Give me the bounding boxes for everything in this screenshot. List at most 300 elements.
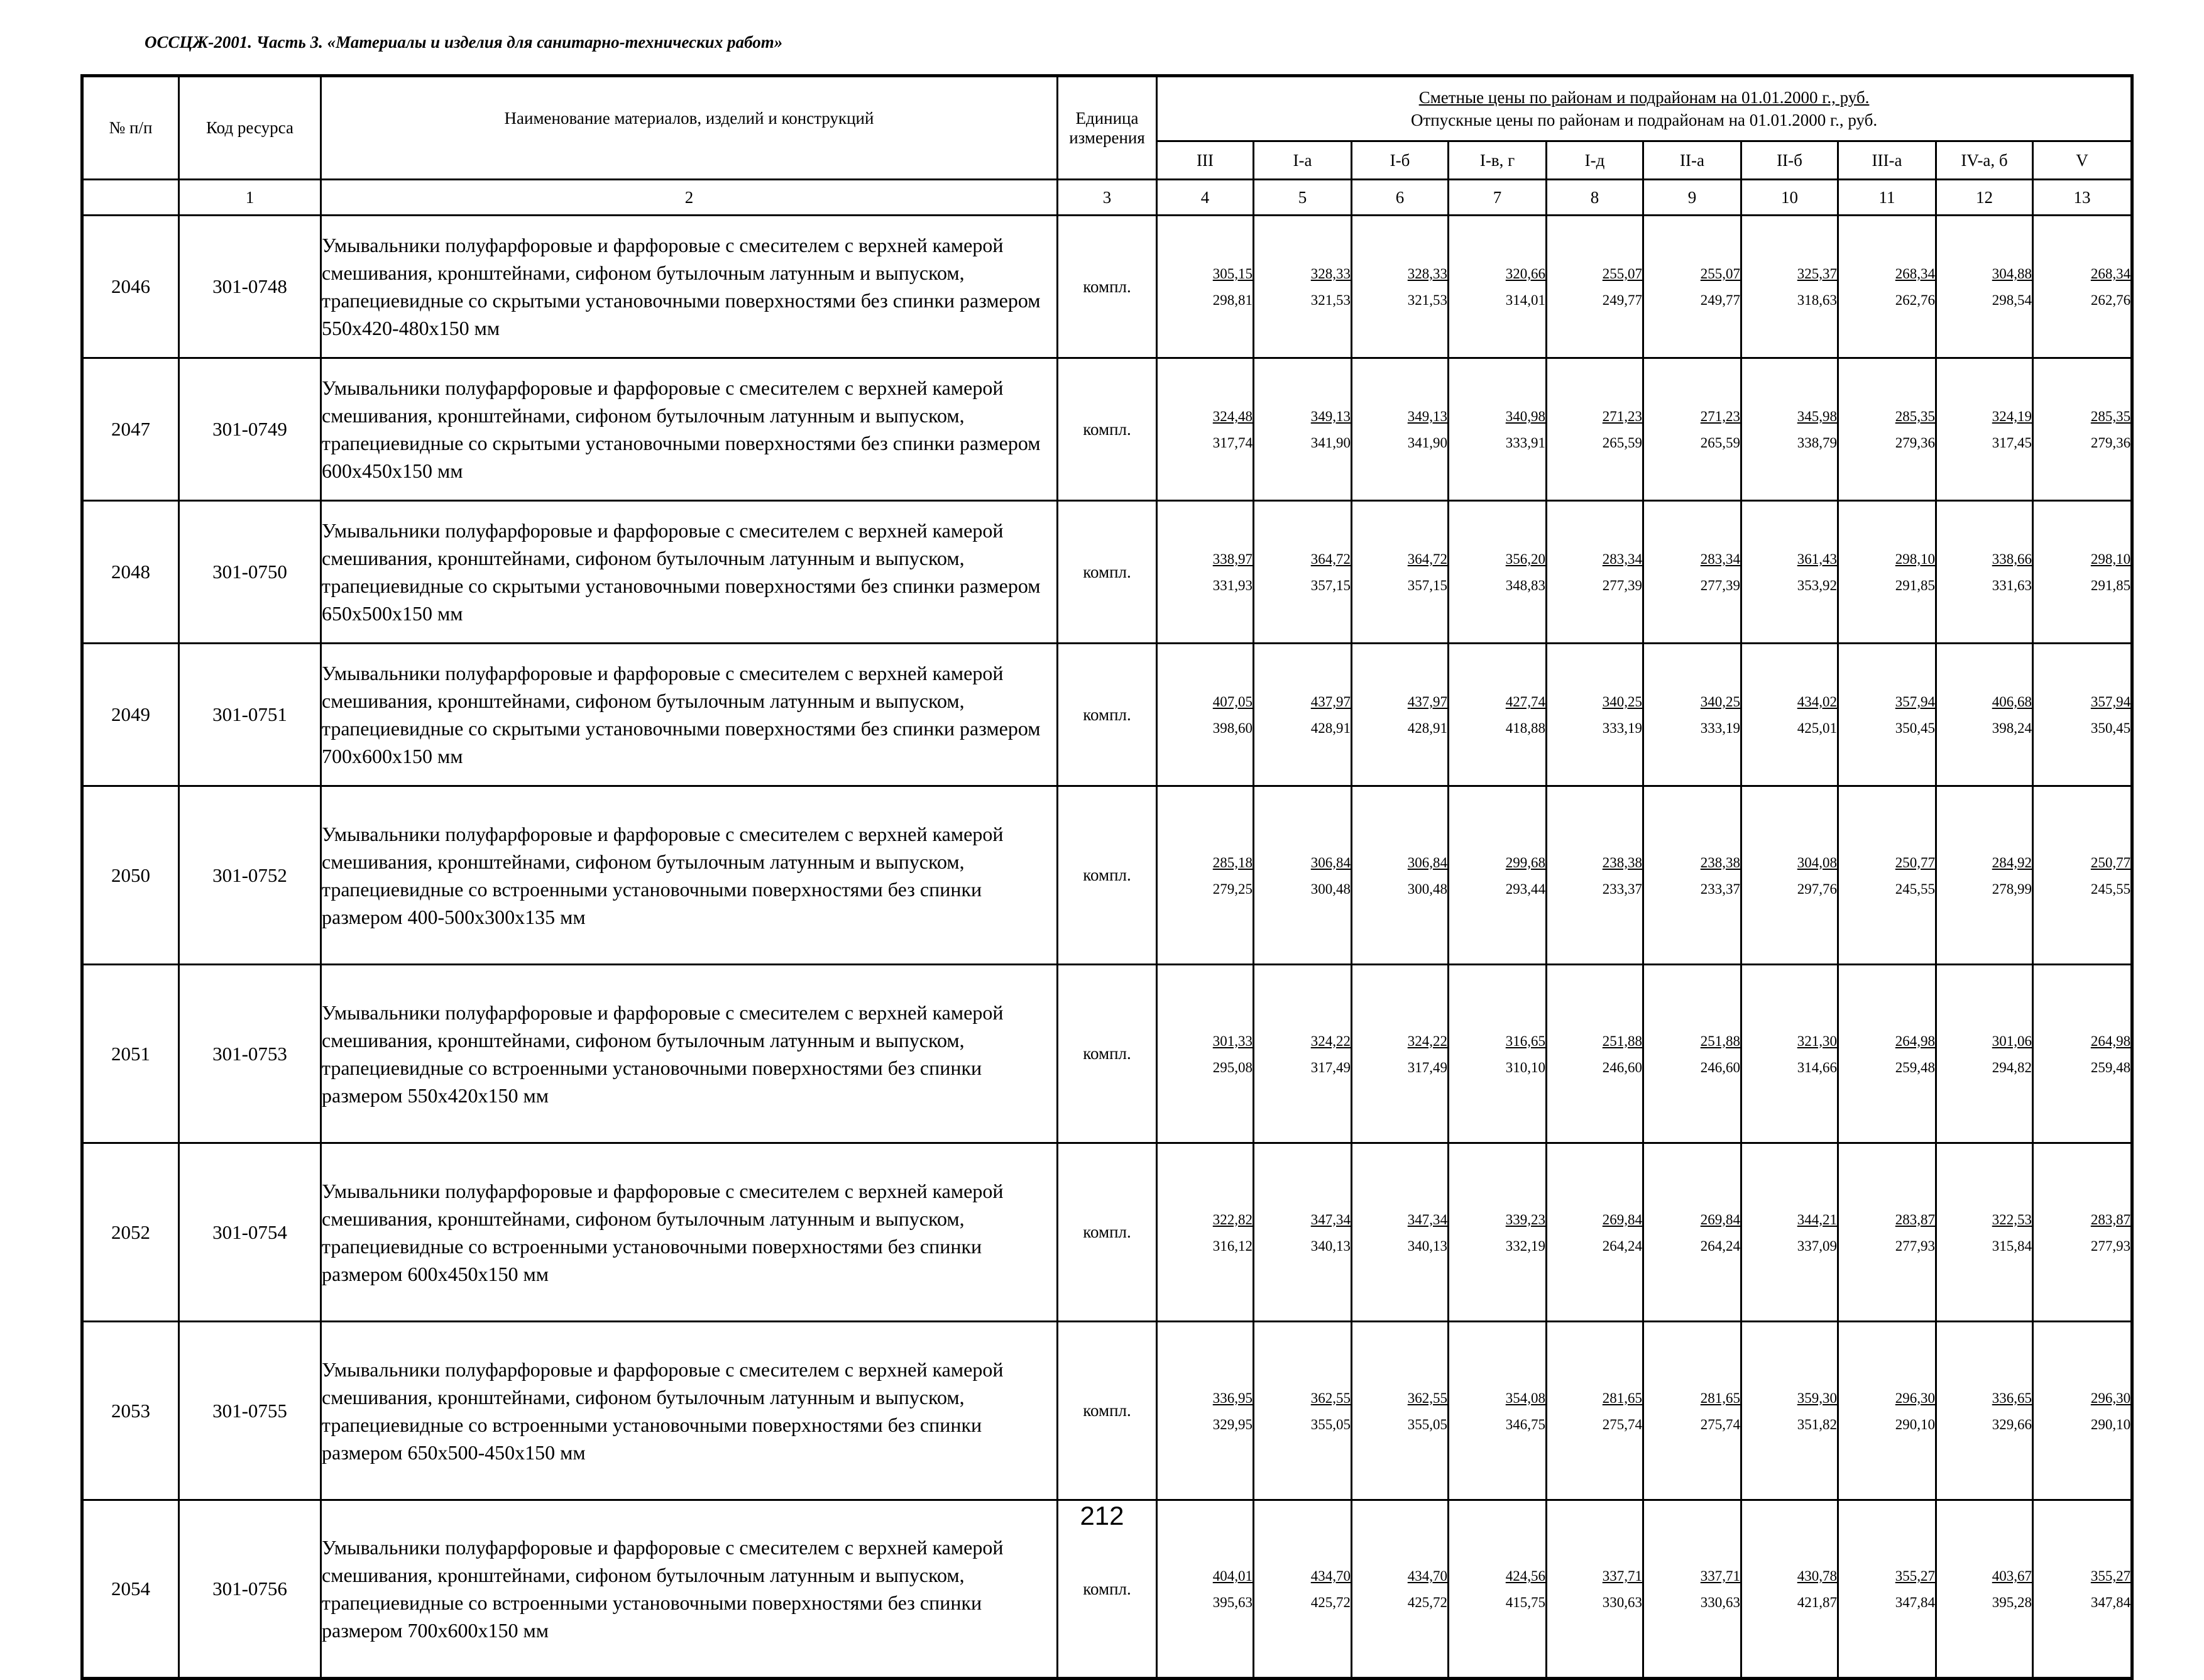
price-cell <box>1838 501 1936 644</box>
price-cell <box>1643 501 1741 644</box>
estimate-price: 324,19 <box>1992 409 2032 424</box>
release-price: 321,53 <box>1310 292 1351 308</box>
release-price: 291,85 <box>1895 578 1935 593</box>
price-cell <box>1449 501 1547 644</box>
material-name: Умывальники полуфарфоровые и фарфоровые с смесителем с верхней камерой смешивания, кронштейнами, сифоном бутылочным латунным и выпуском, трапециевидные со скрытыми установочными поверхностями без спинки размером 700x600x150 мм <box>321 644 1058 786</box>
release-price: 333,19 <box>1602 720 1642 736</box>
price-cell <box>1352 965 1449 1143</box>
price-cell <box>1838 1322 1936 1500</box>
price-cell <box>1838 216 1936 358</box>
estimate-price: 437,97 <box>1310 694 1351 710</box>
estimate-price: 269,84 <box>1602 1211 1642 1227</box>
estimate-price: 434,02 <box>1797 694 1837 710</box>
release-price: 425,72 <box>1310 1595 1351 1610</box>
release-price: 421,87 <box>1797 1595 1837 1610</box>
estimate-price: 285,35 <box>1895 409 1935 424</box>
estimate-price: 434,70 <box>1407 1568 1447 1584</box>
price-cell <box>1547 1322 1643 1500</box>
header-index: № п/п <box>82 76 179 180</box>
release-price: 330,63 <box>1602 1595 1642 1610</box>
release-price: 332,19 <box>1505 1238 1545 1254</box>
price-cell <box>1741 1322 1838 1500</box>
unit-of-measure: компл. <box>1058 965 1157 1143</box>
column-number: 8 <box>1547 180 1643 216</box>
estimate-price: 336,95 <box>1212 1390 1253 1406</box>
estimate-price: 359,30 <box>1797 1390 1837 1406</box>
estimate-price: 268,34 <box>1895 266 1935 282</box>
column-number-blank <box>82 180 179 216</box>
price-cell <box>1838 644 1936 786</box>
material-name: Умывальники полуфарфоровые и фарфоровые с смесителем с верхней камерой смешивания, кронштейнами, сифоном бутылочным латунным и выпуском, трапециевидные со скрытыми установочными поверхностями без спинки размером 600x450x150 мм <box>321 358 1058 501</box>
estimate-price: 434,70 <box>1310 1568 1351 1584</box>
price-cell <box>1352 216 1449 358</box>
unit-of-measure: компл. <box>1058 501 1157 644</box>
column-number: 11 <box>1838 180 1936 216</box>
release-price: 337,09 <box>1797 1238 1837 1254</box>
release-price: 291,85 <box>2090 578 2131 593</box>
estimate-price: 285,35 <box>2090 409 2131 424</box>
estimate-price: 281,65 <box>1602 1390 1642 1406</box>
release-price: 295,08 <box>1212 1059 1253 1075</box>
release-price: 340,13 <box>1310 1238 1351 1254</box>
release-price: 262,76 <box>2090 292 2131 308</box>
estimate-price: 255,07 <box>1700 266 1740 282</box>
release-price: 333,19 <box>1700 720 1740 736</box>
release-price: 317,45 <box>1992 435 2032 451</box>
column-number: 13 <box>2033 180 2132 216</box>
price-cell <box>1741 216 1838 358</box>
material-name: Умывальники полуфарфоровые и фарфоровые с смесителем с верхней камерой смешивания, кронштейнами, сифоном бутылочным латунным и выпуском, трапециевидные со встроенными установочными поверхностями без спинки размером 650x500-450x150 мм <box>321 1322 1058 1500</box>
estimate-price: 328,33 <box>1310 266 1351 282</box>
price-cell <box>1547 358 1643 501</box>
release-price: 245,55 <box>1895 881 1935 897</box>
release-price: 398,24 <box>1992 720 2032 736</box>
estimate-price: 345,98 <box>1797 409 1837 424</box>
release-price: 245,55 <box>2090 881 2131 897</box>
release-price: 249,77 <box>1602 292 1642 308</box>
price-cell <box>1547 644 1643 786</box>
price-cell <box>2033 644 2132 786</box>
estimate-price: 325,37 <box>1797 266 1837 282</box>
release-price: 350,45 <box>2090 720 2131 736</box>
table-row <box>82 501 2132 644</box>
release-price: 341,90 <box>1310 435 1351 451</box>
price-cell <box>1157 501 1254 644</box>
row-index: 2052 <box>82 1143 179 1322</box>
release-price: 277,39 <box>1700 578 1740 593</box>
release-price: 350,45 <box>1895 720 1935 736</box>
estimate-price: 296,30 <box>2090 1390 2131 1406</box>
release-price: 353,92 <box>1797 578 1837 593</box>
estimate-price: 427,74 <box>1505 694 1545 710</box>
estimate-price: 349,13 <box>1310 409 1351 424</box>
price-cell <box>1547 786 1643 965</box>
price-cell <box>1741 786 1838 965</box>
estimate-price: 406,68 <box>1992 694 2032 710</box>
release-price: 298,81 <box>1212 292 1253 308</box>
price-cell <box>2033 1143 2132 1322</box>
table-row <box>82 786 2132 965</box>
release-price: 290,10 <box>2090 1416 2131 1432</box>
region-header: I-б <box>1352 141 1449 180</box>
price-cell <box>1157 1322 1254 1500</box>
price-cell <box>1352 358 1449 501</box>
region-header: III-а <box>1838 141 1936 180</box>
estimate-price: 337,71 <box>1700 1568 1740 1584</box>
estimate-price: 298,10 <box>1895 551 1935 567</box>
region-header: IV-а, б <box>1936 141 2033 180</box>
price-cell <box>1157 358 1254 501</box>
estimate-price: 355,27 <box>1895 1568 1935 1584</box>
price-cell <box>1157 644 1254 786</box>
price-cell <box>1254 644 1352 786</box>
release-price: 338,79 <box>1797 435 1837 451</box>
estimate-price: 271,23 <box>1602 409 1642 424</box>
material-name: Умывальники полуфарфоровые и фарфоровые с смесителем с верхней камерой смешивания, кронштейнами, сифоном бутылочным латунным и выпуском, трапециевидные со скрытыми установочными поверхностями без спинки размером 650x500x150 мм <box>321 501 1058 644</box>
price-cell <box>1449 358 1547 501</box>
estimate-price: 361,43 <box>1797 551 1837 567</box>
price-cell <box>1352 1143 1449 1322</box>
header-prices-release: Отпускные цены по районам и подрайонам на 01.01.2000 г., руб. <box>1410 111 1878 129</box>
release-price: 259,48 <box>1895 1059 1935 1075</box>
release-price: 315,84 <box>1992 1238 2032 1254</box>
price-cell <box>1157 1143 1254 1322</box>
price-cell <box>1254 786 1352 965</box>
estimate-price: 299,68 <box>1505 854 1545 870</box>
column-number: 4 <box>1157 180 1254 216</box>
price-cell <box>1936 216 2033 358</box>
release-price: 346,75 <box>1505 1416 1545 1432</box>
header-prices-estimate: Сметные цены по районам и подрайонам на 01.01.2000 г., руб. <box>1418 88 1870 107</box>
estimate-price: 356,20 <box>1505 551 1545 567</box>
unit-of-measure: компл. <box>1058 644 1157 786</box>
release-price: 351,82 <box>1797 1416 1837 1432</box>
price-cell <box>1157 216 1254 358</box>
estimate-price: 340,25 <box>1602 694 1642 710</box>
release-price: 259,48 <box>2090 1059 2131 1075</box>
estimate-price: 264,98 <box>2090 1033 2131 1049</box>
price-cell <box>1741 965 1838 1143</box>
price-cell <box>2033 1322 2132 1500</box>
price-cell <box>1936 358 2033 501</box>
price-cell <box>1547 965 1643 1143</box>
release-price: 341,90 <box>1407 435 1447 451</box>
price-cell <box>1352 1322 1449 1500</box>
column-number: 7 <box>1449 180 1547 216</box>
release-price: 294,82 <box>1992 1059 2032 1075</box>
price-cell <box>2033 358 2132 501</box>
price-cell <box>1254 501 1352 644</box>
estimate-price: 238,38 <box>1602 854 1642 870</box>
region-header: V <box>2033 141 2132 180</box>
estimate-price: 347,34 <box>1407 1211 1447 1227</box>
estimate-price: 337,71 <box>1602 1568 1642 1584</box>
release-price: 418,88 <box>1505 720 1545 736</box>
material-name: Умывальники полуфарфоровые и фарфоровые с смесителем с верхней камерой смешивания, кронштейнами, сифоном бутылочным латунным и выпуском, трапециевидные со скрытыми установочными поверхностями без спинки размером 550x420-480x150 мм <box>321 216 1058 358</box>
column-number: 10 <box>1741 180 1838 216</box>
estimate-price: 296,30 <box>1895 1390 1935 1406</box>
release-price: 265,59 <box>1700 435 1740 451</box>
price-cell <box>1449 1322 1547 1500</box>
estimate-price: 322,53 <box>1992 1211 2032 1227</box>
document-header: ОССЦЖ-2001. Часть 3. «Материалы и изделия для санитарно-технических работ» <box>145 33 783 52</box>
table-row <box>82 358 2132 501</box>
release-price: 395,63 <box>1212 1595 1253 1610</box>
estimate-price: 403,67 <box>1992 1568 2032 1584</box>
release-price: 314,66 <box>1797 1059 1837 1075</box>
row-index: 2047 <box>82 358 179 501</box>
estimate-price: 301,06 <box>1992 1033 2032 1049</box>
release-price: 428,91 <box>1310 720 1351 736</box>
estimate-price: 283,87 <box>2090 1211 2131 1227</box>
estimate-price: 338,97 <box>1212 551 1253 567</box>
row-index: 2054 <box>82 1500 179 1679</box>
release-price: 428,91 <box>1407 720 1447 736</box>
column-number: 6 <box>1352 180 1449 216</box>
table-row <box>82 644 2132 786</box>
release-price: 318,63 <box>1797 292 1837 308</box>
release-price: 277,93 <box>1895 1238 1935 1254</box>
unit-of-measure: компл. <box>1058 358 1157 501</box>
estimate-price: 306,84 <box>1310 854 1351 870</box>
price-cell <box>1838 1143 1936 1322</box>
estimate-price: 306,84 <box>1407 854 1447 870</box>
estimate-price: 324,22 <box>1407 1033 1447 1049</box>
release-price: 425,72 <box>1407 1595 1447 1610</box>
release-price: 300,48 <box>1310 881 1351 897</box>
estimate-price: 349,13 <box>1407 409 1447 424</box>
price-cell <box>1643 965 1741 1143</box>
price-cell <box>1352 644 1449 786</box>
price-cell <box>1254 216 1352 358</box>
release-price: 331,63 <box>1992 578 2032 593</box>
column-number: 9 <box>1643 180 1741 216</box>
release-price: 317,49 <box>1310 1059 1351 1075</box>
estimate-price: 340,98 <box>1505 409 1545 424</box>
release-price: 425,01 <box>1797 720 1837 736</box>
price-cell <box>1643 216 1741 358</box>
release-price: 340,13 <box>1407 1238 1447 1254</box>
estimate-price: 284,92 <box>1992 854 2032 870</box>
region-header: II-б <box>1741 141 1838 180</box>
resource-code: 301-0752 <box>179 786 321 965</box>
resource-code: 301-0753 <box>179 965 321 1143</box>
release-price: 290,10 <box>1895 1416 1935 1432</box>
row-index: 2046 <box>82 216 179 358</box>
unit-of-measure: компл. <box>1058 1322 1157 1500</box>
estimate-price: 324,48 <box>1212 409 1253 424</box>
price-cell <box>2033 786 2132 965</box>
estimate-price: 424,56 <box>1505 1568 1545 1584</box>
estimate-price: 357,94 <box>2090 694 2131 710</box>
row-index: 2051 <box>82 965 179 1143</box>
price-cell <box>1254 1143 1352 1322</box>
release-price: 357,15 <box>1407 578 1447 593</box>
estimate-price: 354,08 <box>1505 1390 1545 1406</box>
release-price: 279,36 <box>2090 435 2131 451</box>
release-price: 310,10 <box>1505 1059 1545 1075</box>
region-header: II-а <box>1643 141 1741 180</box>
estimate-price: 336,65 <box>1992 1390 2032 1406</box>
resource-code: 301-0755 <box>179 1322 321 1500</box>
release-price: 317,49 <box>1407 1059 1447 1075</box>
resource-code: 301-0756 <box>179 1500 321 1679</box>
estimate-price: 404,01 <box>1212 1568 1253 1584</box>
estimate-price: 364,72 <box>1310 551 1351 567</box>
estimate-price: 283,34 <box>1602 551 1642 567</box>
release-price: 355,05 <box>1407 1416 1447 1432</box>
release-price: 314,01 <box>1505 292 1545 308</box>
price-cell <box>1741 1143 1838 1322</box>
estimate-price: 283,87 <box>1895 1211 1935 1227</box>
price-cell <box>1449 216 1547 358</box>
estimate-price: 271,23 <box>1700 409 1740 424</box>
release-price: 347,84 <box>2090 1595 2131 1610</box>
release-price: 249,77 <box>1700 292 1740 308</box>
release-price: 293,44 <box>1505 881 1545 897</box>
estimate-price: 321,30 <box>1797 1033 1837 1049</box>
estimate-price: 362,55 <box>1407 1390 1447 1406</box>
release-price: 300,48 <box>1407 881 1447 897</box>
price-table-container <box>80 74 2131 1680</box>
column-number: 2 <box>321 180 1058 216</box>
material-name: Умывальники полуфарфоровые и фарфоровые с смесителем с верхней камерой смешивания, кронштейнами, сифоном бутылочным латунным и выпуском, трапециевидные со встроенными установочными поверхностями без спинки размером 550x420x150 мм <box>321 965 1058 1143</box>
price-cell <box>2033 216 2132 358</box>
release-price: 329,95 <box>1212 1416 1253 1432</box>
release-price: 279,36 <box>1895 435 1935 451</box>
estimate-price: 268,34 <box>2090 266 2131 282</box>
table-row <box>82 1143 2132 1322</box>
row-index: 2048 <box>82 501 179 644</box>
estimate-price: 285,18 <box>1212 854 1253 870</box>
table-row <box>82 216 2132 358</box>
release-price: 246,60 <box>1602 1059 1642 1075</box>
price-cell <box>1643 1143 1741 1322</box>
release-price: 398,60 <box>1212 720 1253 736</box>
estimate-price: 281,65 <box>1700 1390 1740 1406</box>
price-cell <box>1449 786 1547 965</box>
page-number: 212 <box>1080 1501 1124 1530</box>
release-price: 233,37 <box>1700 881 1740 897</box>
price-cell <box>1643 786 1741 965</box>
estimate-price: 430,78 <box>1797 1568 1837 1584</box>
release-price: 264,24 <box>1700 1238 1740 1254</box>
unit-of-measure: компл. <box>1058 1500 1157 1679</box>
material-name: Умывальники полуфарфоровые и фарфоровые с смесителем с верхней камерой смешивания, кронштейнами, сифоном бутылочным латунным и выпуском, трапециевидные со встроенными установочными поверхностями без спинки размером 700x600x150 мм <box>321 1500 1058 1679</box>
price-cell <box>1449 965 1547 1143</box>
release-price: 357,15 <box>1310 578 1351 593</box>
price-cell <box>1741 501 1838 644</box>
price-cell <box>1936 786 2033 965</box>
estimate-price: 305,15 <box>1212 266 1253 282</box>
estimate-price: 344,21 <box>1797 1211 1837 1227</box>
estimate-price: 320,66 <box>1505 266 1545 282</box>
resource-code: 301-0754 <box>179 1143 321 1322</box>
release-price: 246,60 <box>1700 1059 1740 1075</box>
release-price: 347,84 <box>1895 1595 1935 1610</box>
column-number: 1 <box>179 180 321 216</box>
price-cell <box>1254 965 1352 1143</box>
release-price: 275,74 <box>1700 1416 1740 1432</box>
resource-code: 301-0748 <box>179 216 321 358</box>
estimate-price: 324,22 <box>1310 1033 1351 1049</box>
column-number: 3 <box>1058 180 1157 216</box>
release-price: 316,12 <box>1212 1238 1253 1254</box>
release-price: 277,93 <box>2090 1238 2131 1254</box>
unit-of-measure: компл. <box>1058 786 1157 965</box>
estimate-price: 338,66 <box>1992 551 2032 567</box>
estimate-price: 339,23 <box>1505 1211 1545 1227</box>
estimate-price: 251,88 <box>1700 1033 1740 1049</box>
release-price: 233,37 <box>1602 881 1642 897</box>
material-name: Умывальники полуфарфоровые и фарфоровые с смесителем с верхней камерой смешивания, кронштейнами, сифоном бутылочным латунным и выпуском, трапециевидные со встроенными установочными поверхностями без спинки размером 600x450x150 мм <box>321 1143 1058 1322</box>
estimate-price: 298,10 <box>2090 551 2131 567</box>
estimate-price: 355,27 <box>2090 1568 2131 1584</box>
price-cell <box>1547 1143 1643 1322</box>
price-cell <box>1936 1322 2033 1500</box>
price-cell <box>1838 786 1936 965</box>
price-cell <box>1936 1143 2033 1322</box>
region-header: I-а <box>1254 141 1352 180</box>
estimate-price: 347,34 <box>1310 1211 1351 1227</box>
estimate-price: 283,34 <box>1700 551 1740 567</box>
estimate-price: 322,82 <box>1212 1211 1253 1227</box>
price-cell <box>1741 358 1838 501</box>
estimate-price: 340,25 <box>1700 694 1740 710</box>
price-cell <box>1254 358 1352 501</box>
price-cell <box>1936 644 2033 786</box>
estimate-price: 304,88 <box>1992 266 2032 282</box>
estimate-price: 250,77 <box>2090 854 2131 870</box>
release-price: 348,83 <box>1505 578 1545 593</box>
column-number: 12 <box>1936 180 2033 216</box>
price-cell <box>1838 965 1936 1143</box>
table-row <box>82 1322 2132 1500</box>
column-number-row <box>82 180 2132 216</box>
price-cell <box>1741 644 1838 786</box>
row-index: 2049 <box>82 644 179 786</box>
resource-code: 301-0751 <box>179 644 321 786</box>
release-price: 321,53 <box>1407 292 1447 308</box>
estimate-price: 357,94 <box>1895 694 1935 710</box>
price-cell <box>2033 501 2132 644</box>
release-price: 262,76 <box>1895 292 1935 308</box>
estimate-price: 250,77 <box>1895 854 1935 870</box>
release-price: 298,54 <box>1992 292 2032 308</box>
price-cell <box>1157 786 1254 965</box>
estimate-price: 251,88 <box>1602 1033 1642 1049</box>
release-price: 333,91 <box>1505 435 1545 451</box>
table-row <box>82 965 2132 1143</box>
header-unit: Единица измерения <box>1058 76 1157 180</box>
region-header: III <box>1157 141 1254 180</box>
release-price: 275,74 <box>1602 1416 1642 1432</box>
price-table <box>80 74 2134 1680</box>
estimate-price: 238,38 <box>1700 854 1740 870</box>
price-cell <box>1352 786 1449 965</box>
estimate-price: 269,84 <box>1700 1211 1740 1227</box>
price-cell <box>1449 1143 1547 1322</box>
price-cell <box>1643 644 1741 786</box>
release-price: 415,75 <box>1505 1595 1545 1610</box>
price-cell <box>1643 1322 1741 1500</box>
release-price: 264,24 <box>1602 1238 1642 1254</box>
estimate-price: 437,97 <box>1407 694 1447 710</box>
estimate-price: 328,33 <box>1407 266 1447 282</box>
unit-of-measure: компл. <box>1058 1143 1157 1322</box>
material-name: Умывальники полуфарфоровые и фарфоровые с смесителем с верхней камерой смешивания, кронштейнами, сифоном бутылочным латунным и выпуском, трапециевидные со встроенными установочными поверхностями без спинки размером 400-500x300x135 мм <box>321 786 1058 965</box>
price-cell <box>1547 216 1643 358</box>
